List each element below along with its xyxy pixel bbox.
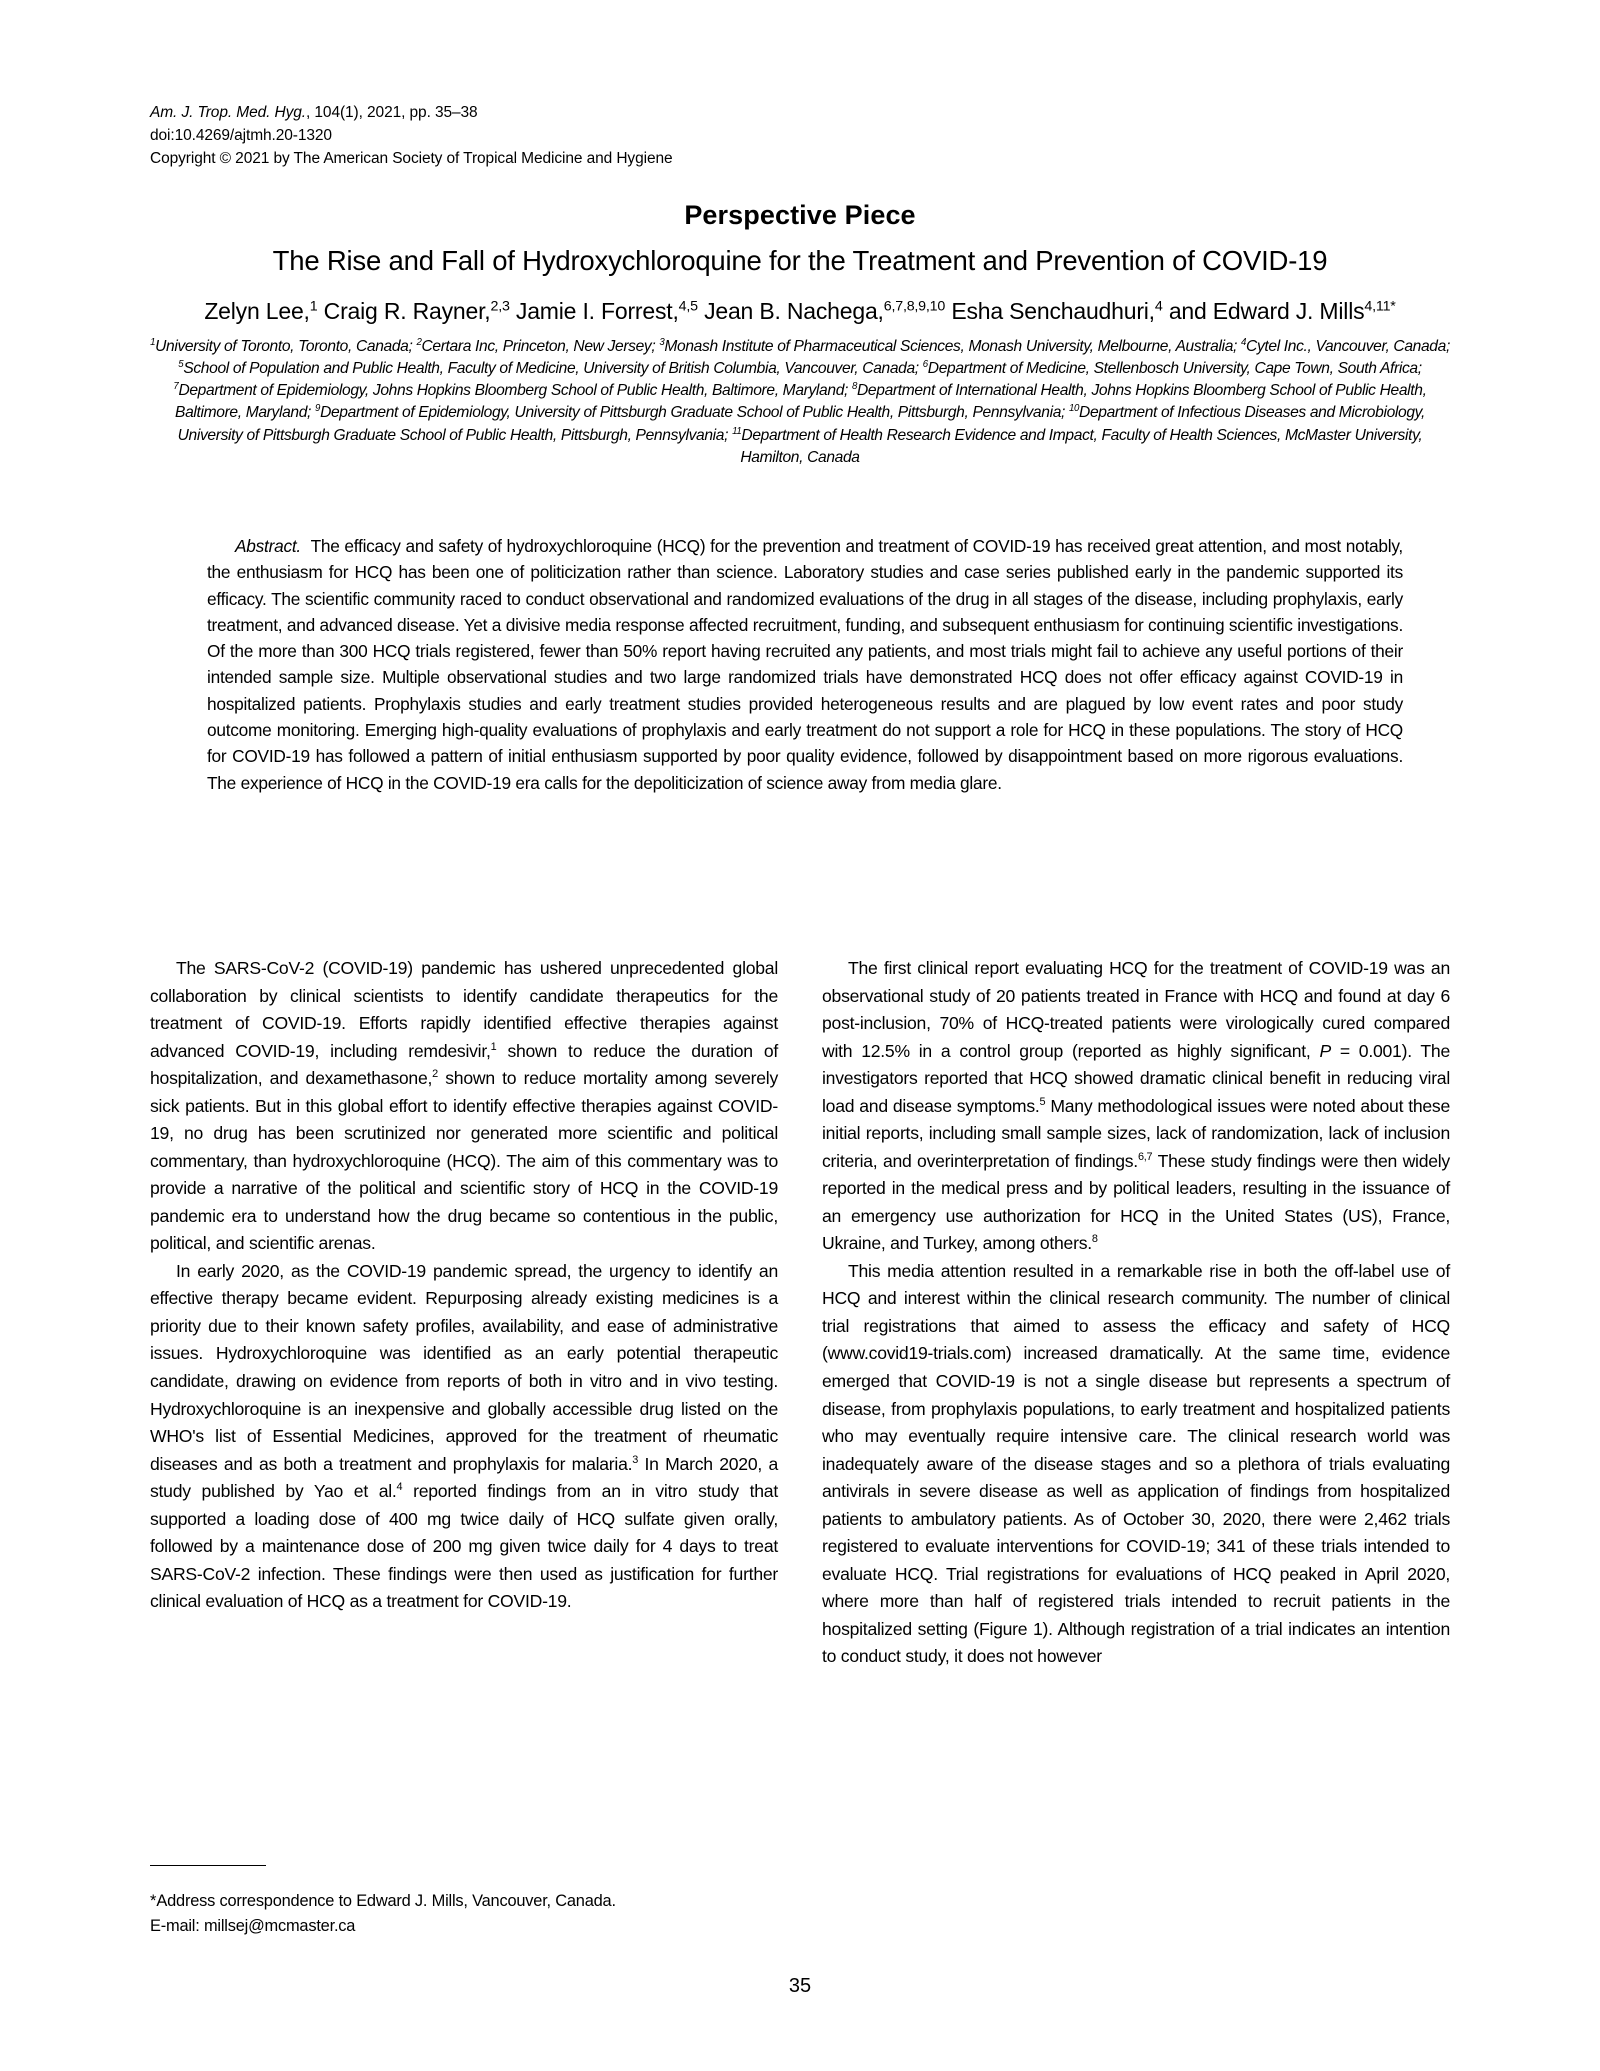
author-affiliation-marker: 4,11* bbox=[1364, 298, 1396, 315]
author-entry: Craig R. Rayner,$^{2,3}$ bbox=[323, 298, 510, 324]
article-type-kicker: Perspective Piece bbox=[684, 200, 916, 230]
correspondence-email: E-mail: millsej@mcmaster.ca bbox=[150, 1916, 356, 1935]
affiliation-entry: $^6$Department of Medicine, Stellenbosch University, Cape Town, South Africa; bbox=[922, 358, 1422, 378]
author-affiliation-marker: 1 bbox=[309, 298, 318, 315]
body-column-left bbox=[150, 955, 778, 1616]
affiliation-entry: $^5$School of Population and Public Health, Faculty of Medicine, University of British Columbia, Vancouver, Canada; bbox=[178, 358, 923, 378]
affiliation-marker: 3 bbox=[659, 336, 665, 348]
affiliation-marker: 1 bbox=[150, 336, 156, 348]
reference-marker: 5 bbox=[1039, 1095, 1046, 1108]
body-column-right bbox=[822, 955, 1450, 1671]
reference-marker: 1 bbox=[490, 1040, 497, 1053]
author-entry: Jamie I. Forrest,$^{4,5}$ bbox=[515, 298, 698, 324]
page-title: The Rise and Fall of Hydroxychloroquine for the Treatment and Prevention of COVID-19 bbox=[272, 245, 1328, 276]
author-entry: Jean B. Nachega,$^{6,7,8,9,10}$ bbox=[704, 298, 946, 324]
affiliation-entry: $^{11}$Department of Health Research Evidence and Impact, Faculty of Health Sciences, McMaster University, Hamilton, Canada bbox=[732, 425, 1423, 466]
reference-marker: 6,7 bbox=[1137, 1150, 1153, 1163]
affiliation-marker: 2 bbox=[416, 336, 422, 348]
reference-marker: 2 bbox=[432, 1068, 438, 1081]
correspondence-address: *Address correspondence to Edward J. Mills, Vancouver, Canada. bbox=[150, 1892, 616, 1910]
title-block bbox=[120, 200, 1480, 277]
affiliation-entry: $^1$University of Toronto, Toronto, Canada; bbox=[150, 336, 417, 355]
paragraph: This media attention resulted in a remarkable rise in both the off-label use of HCQ and interest within the clinical research community. The number of clinical trial registrations that aimed to assess the efficacy and safety of HCQ (www.covid19-trials.com) increased dramatically. At the same time, evidence emerged that COVID-19 is not a single disease but represents a spectrum of disease, from prophylaxis populations, to early treatment and hospitalized patients who may eventually require intensive care. The clinical research world was inadequately aware of the disease stages and so a plethora of trials evaluating antivirals in severe disease as well as application of findings from hospitalized patients to ambulatory patients. As of October 30, 2020, there were 2,462 trials registered to evaluate interventions for COVID-19; 341 of these trials intended to evaluate HCQ. Trial registrations for evaluations of HCQ peaked in April 2020, where more than half of registered trials intended to recruit patients in the hospitalized setting (Figure 1). Although registration of a trial indicates an intention to conduct study, it does not however bbox=[822, 1260, 1450, 1667]
affiliation-entry: $^4$Cytel Inc., Vancouver, Canada; bbox=[1241, 336, 1450, 355]
page-number: 35 bbox=[788, 1975, 812, 1997]
affiliation-entry: $^2$Certara Inc, Princeton, New Jersey; bbox=[416, 336, 660, 355]
author-entry: and Edward J. Mills$^{4,11*}$ bbox=[1168, 298, 1396, 324]
author-entry: Zelyn Lee,$^1$ bbox=[204, 298, 318, 324]
author-affiliation-marker: 4 bbox=[1154, 298, 1163, 315]
journal-header bbox=[150, 102, 1050, 170]
affiliation-marker: 10 bbox=[1068, 403, 1080, 415]
affiliation-list bbox=[150, 336, 1450, 469]
footnote-marker: * bbox=[150, 1892, 157, 1910]
affiliation-entry: $^9$Department of Epidemiology, University of Pittsburgh Graduate School of Public Health, Pittsburgh, Pennsylvania; bbox=[315, 403, 1069, 422]
affiliation-entry: $^3$Monash Institute of Pharmaceutical Sciences, Monash University, Melbourne, Australia; bbox=[659, 336, 1241, 355]
author-list bbox=[120, 298, 1480, 325]
paragraph: The SARS-CoV-2 (COVID-19) pandemic has ushered unprecedented global collaboration by clinical scientists to identify candidate therapeutics for the treatment of COVID-19. Efforts rapidly identified effective therapies against advanced COVID-19, including remdesivir,$^1$ shown to reduce the duration of hospitalization, and dexamethasone,$^2$ shown to reduce mortality among severely sick patients. But in this global effort to identify effective therapies against COVID-19, no drug has been scrutinized nor generated more scientific and political commentary, than hydroxychloroquine (HCQ). The aim of this commentary was to provide a narrative of the political and scientific story of HCQ in the COVID-19 pandemic era to understand how the drug became so contentious in the public, political, and scientific arenas. bbox=[150, 958, 778, 1254]
journal-volume-pages: , 104(1), 2021, pp. 35–38 bbox=[306, 104, 478, 121]
author-affiliation-marker: 2,3 bbox=[490, 298, 510, 315]
abstract-section bbox=[207, 533, 1403, 796]
copyright-line: Copyright © 2021 by The American Society of Tropical Medicine and Hygiene bbox=[150, 149, 673, 167]
author-entry: Esha Senchaudhuri,$^4$ bbox=[951, 298, 1163, 324]
author-affiliation-marker: 6,7,8,9,10 bbox=[883, 298, 946, 315]
author-affiliation-marker: 4,5 bbox=[678, 298, 698, 315]
affiliation-entry: $^7$Department of Epidemiology, Johns Hopkins Bloomberg School of Public Health, Baltimore, Maryland; bbox=[173, 381, 852, 400]
reference-marker: 4 bbox=[396, 1481, 403, 1494]
affiliation-marker: 5 bbox=[178, 358, 184, 370]
affiliation-entry: $^{10}$Department of Infectious Diseases and Microbiology, University of Pittsburgh Graduate School of Public Health, Pittsburgh, Pennsylvania; bbox=[177, 403, 1425, 444]
abstract-label: Abstract. bbox=[235, 536, 301, 556]
affiliation-marker: 8 bbox=[851, 381, 858, 393]
journal-citation-line bbox=[150, 102, 1050, 125]
affiliation-marker: 11 bbox=[732, 425, 742, 437]
reference-marker: 3 bbox=[632, 1453, 639, 1466]
reference-marker: 8 bbox=[1091, 1233, 1098, 1246]
doi-line: doi:10.4269/ajtmh.20-1320 bbox=[150, 126, 332, 144]
affiliation-marker: 9 bbox=[315, 403, 321, 415]
abstract-body: The efficacy and safety of hydroxychloroquine (HCQ) for the prevention and treatment of COVID-19 has received great attention, and most notably, the enthusiasm for HCQ has been one of politicization rather than science. Laboratory studies and case series published early in the pandemic supported its efficacy. The scientific community raced to conduct observational and randomized evaluations of the drug in all stages of the disease, including prophylaxis, early treatment, and advanced disease. Yet a divisive media response affected recruitment, funding, and subsequent enthusiasm for continuing scientific investigations. Of the more than 300 HCQ trials registered, fewer than 50% report having recruited any patients, and most trials might fail to achieve any useful portions of their intended sample size. Multiple observational studies and two large randomized trials have demonstrated HCQ does not offer efficacy against COVID-19 in hospitalized patients. Prophylaxis studies and early treatment studies provided heterogeneous results and are plagued by low event rates and poor study outcome monitoring. Emerging high-quality evaluations of prophylaxis and early treatment do not support a role for HCQ in these populations. The story of HCQ for COVID-19 has followed a pattern of initial enthusiasm supported by poor quality evidence, followed by disappointment based on more rigorous evaluations. The experience of HCQ in the COVID-19 era calls for the depoliticization of science away from media glare. bbox=[207, 536, 1403, 793]
affiliation-marker: 7 bbox=[173, 381, 179, 393]
footnote-divider bbox=[150, 1865, 266, 1866]
affiliation-entry: $^8$Department of International Health, Johns Hopkins Bloomberg School of Public Health, Baltimore, Maryland; bbox=[175, 381, 1427, 422]
p-value-symbol: P bbox=[1319, 1040, 1331, 1061]
paragraph: In early 2020, as the COVID-19 pandemic spread, the urgency to identify an effective therapy became evident. Repurposing already existing medicines is a priority due to their known safety profiles, availability, and ease of administrative issues. Hydroxychloroquine was identified as an early potential therapeutic candidate, drawing on evidence from reports of both in vitro and in vivo testing. Hydroxychloroquine is an inexpensive and globally accessible drug listed on the WHO's list of Essential Medicines, approved for the treatment of rheumatic diseases and as both a treatment and prophylaxis for malaria.$^3$ In March 2020, a study published by Yao et al.$^4$ reported findings from an in vitro study that supported a loading dose of 400 mg twice daily of HCQ sulfate given orally, followed by a maintenance dose of 200 mg given twice daily for 4 days to treat SARS-CoV-2 infection. These findings were then used as justification for further clinical evaluation of HCQ as a treatment for COVID-19. bbox=[150, 1260, 779, 1612]
paragraph: The first clinical report evaluating HCQ for the treatment of COVID-19 was an observational study of 20 patients treated in France with HCQ and found at day 6 post-inclusion, 70% of HCQ-treated patients were virologically cured compared with 12.5% in a control group (reported as highly significant, P = 0.001). The investigators reported that HCQ showed dramatic clinical benefit in reducing viral load and disease symptoms.$^5$ Many methodological issues were noted about these initial reports, including small sample sizes, lack of randomization, lack of inclusion criteria, and overinterpretation of findings.$^{6,7}$ These study findings were then widely reported in the medical press and by political leaders, resulting in the issuance of an emergency use authorization for HCQ in the United States (US), France, Ukraine, and Turkey, among others.$^8$ bbox=[822, 958, 1451, 1254]
journal-name: Am. J. Trop. Med. Hyg. bbox=[150, 104, 306, 121]
affiliation-marker: 4 bbox=[1241, 336, 1247, 348]
affiliation-marker: 6 bbox=[922, 358, 928, 370]
correspondence-footnote bbox=[150, 1865, 778, 1938]
